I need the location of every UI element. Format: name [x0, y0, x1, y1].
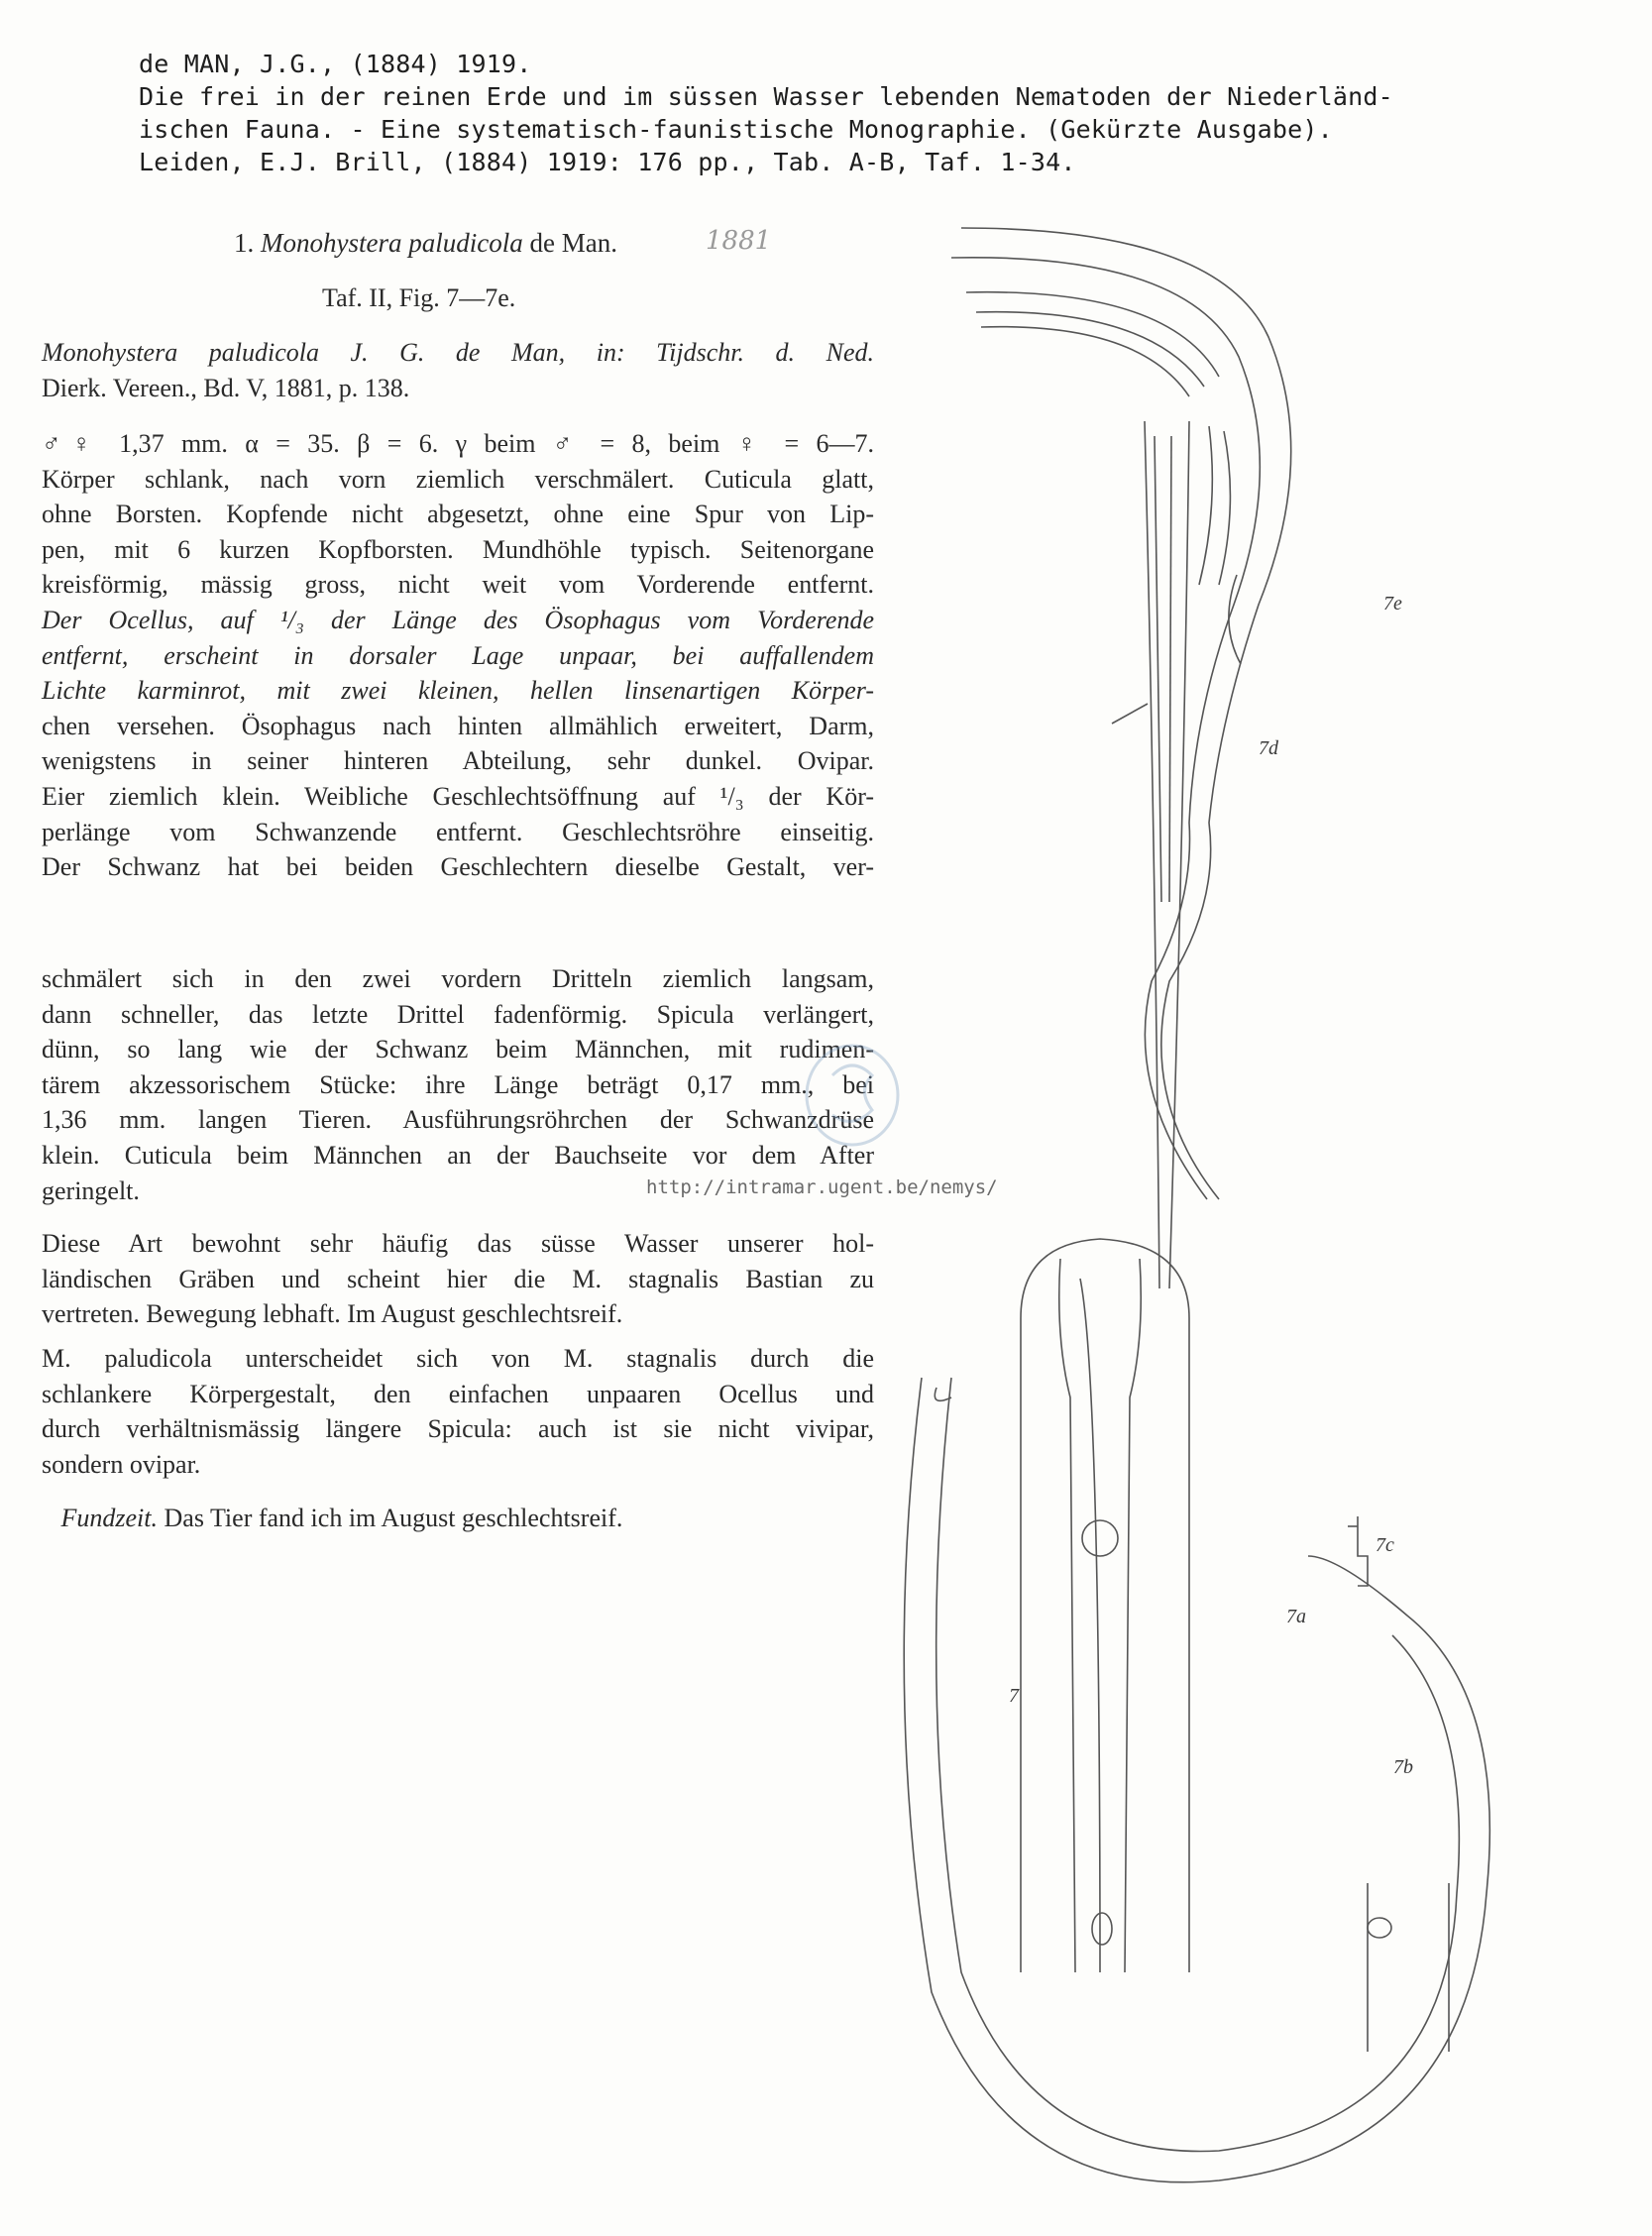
text-line: Lichte karminrot, mit zwei kleinen, hellen linsenartigen Körper-	[42, 676, 874, 706]
text-line: durch verhältnismässig längere Spicula: auch ist sie nicht vivipar,	[42, 1414, 874, 1444]
text-line: tärem akzessorischem Stücke: ihre Länge beträgt 0,17 mm., bei	[42, 1069, 874, 1099]
text-line: Dierk. Vereen., Bd. V, 1881, p. 138.	[42, 373, 410, 402]
figure-label-7e: 7e	[1383, 593, 1402, 615]
citation-line: de MAN, J.G., (1884) 1919.	[139, 50, 532, 78]
text-line: schlankere Körpergestalt, den einfachen unpaaren Ocellus und	[42, 1379, 874, 1408]
plate-reference: Taf. II, Fig. 7—7e.	[322, 283, 516, 312]
figure-7e-drawing	[951, 228, 1291, 1199]
nematode-plate-figure	[892, 208, 1625, 2210]
text-line: Monohystera paludicola J. G. de Man, in: Tijdschr. d. Ned.	[42, 338, 874, 367]
text-line: dünn, so lang wie der Schwanz beim Männchen, mit rudimen-	[42, 1035, 874, 1064]
fundzeit-paragraph	[42, 1501, 874, 1536]
figure-7-drawing	[904, 1378, 1489, 2182]
text-line: Körper schlank, nach vorn ziemlich verschmälert. Cuticula glatt,	[42, 464, 874, 494]
text-line: dann schneller, das letzte Drittel fadenförmig. Spicula verlängert,	[42, 999, 874, 1029]
species-heading	[234, 228, 617, 259]
text-line: Diese Art bewohnt sehr häufig das süsse Wasser unserer hol-	[42, 1229, 874, 1258]
description-paragraph	[42, 426, 874, 885]
text-line: pen, mit 6 kurzen Kopfborsten. Mundhöhle typisch. Seitenorgane	[42, 534, 874, 564]
text-line: chen versehen. Ösophagus nach hinten allmählich erweitert, Darm,	[42, 711, 874, 740]
text-line: M. paludicola unterscheidet sich von M. stagnalis durch die	[42, 1344, 874, 1373]
figure-label-7b: 7b	[1393, 1756, 1413, 1778]
species-name: Monohystera paludicola	[261, 228, 523, 258]
citation-line: Die frei in der reinen Erde und im süssen Wasser lebenden Nematoden der Niederländ-	[139, 82, 1393, 111]
figure-label-7: 7	[1009, 1685, 1019, 1707]
figure-7d-drawing	[1112, 421, 1189, 1288]
text-line: Eier ziemlich klein. Weibliche Geschlechtsöffnung auf ¹/₃ der Kör-	[42, 781, 874, 811]
text-line: geringelt.	[42, 1175, 140, 1205]
text-line: Der Ocellus, auf ¹/₃ der Länge des Ösophagus vom Vorderende	[42, 605, 874, 634]
text-line: perlänge vom Schwanzende entfernt. Geschlechtsröhre einseitig.	[42, 817, 874, 846]
text-line: ohne Borsten. Kopfende nicht abgesetzt, ohne eine Spur von Lip-	[42, 500, 874, 529]
text-line: kreisförmig, mässig gross, nicht weit vom Vorderende entfernt.	[42, 570, 874, 600]
citation-line: ischen Fauna. - Eine systematisch-faunistische Monographie. (Gekürzte Ausgabe).	[139, 115, 1333, 144]
comparison-paragraph	[42, 1341, 874, 1482]
watermark-url: http://intramar.ugent.be/nemys/	[646, 1176, 998, 1198]
text-line: schmälert sich in den zwei vordern Dritteln ziemlich langsam,	[42, 964, 874, 993]
text-line: vertreten. Bewegung lebhaft. Im August geschlechtsreif.	[42, 1299, 623, 1329]
text-line: Der Schwanz hat bei beiden Geschlechtern dieselbe Gestalt, ver-	[42, 852, 874, 882]
fundzeit-text: Das Tier fand ich im August geschlechtsreif.	[164, 1504, 623, 1532]
figure-label-7d: 7d	[1259, 737, 1278, 759]
text-line: wenigstens in seiner hinteren Abteilung, sehr dunkel. Ovipar.	[42, 746, 874, 776]
text-line: klein. Cuticula beim Männchen an der Bauchseite vor dem After	[42, 1140, 874, 1170]
figure-label-7c: 7c	[1376, 1534, 1394, 1556]
text-line: ♂♀ 1,37 mm. α = 35. β = 6. γ beim ♂ = 8, beim ♀ = 6—7.	[42, 429, 874, 458]
species-number: 1.	[234, 228, 255, 258]
fundzeit-label: Fundzeit.	[60, 1504, 158, 1532]
synonymy-paragraph	[42, 335, 874, 405]
figure-7b-drawing	[1368, 1883, 1449, 2052]
text-line: sondern ovipar.	[42, 1449, 201, 1479]
figure-7c-drawing	[1348, 1516, 1368, 1586]
text-line: ländischen Gräben und scheint hier die M. stagnalis Bastian zu	[42, 1264, 874, 1293]
habitat-paragraph	[42, 1226, 874, 1332]
text-line: 1,36 mm. langen Tieren. Ausführungsröhrchen der Schwanzdrüse	[42, 1105, 874, 1135]
citation-line: Leiden, E.J. Brill, (1884) 1919: 176 pp., Tab. A-B, Taf. 1-34.	[139, 148, 1076, 176]
figure-label-7a: 7a	[1286, 1606, 1306, 1627]
text-line: entfernt, erscheint in dorsaler Lage unpaar, bei auffallendem	[42, 640, 874, 670]
citation-block	[139, 48, 1546, 178]
species-author: de Man.	[529, 228, 617, 258]
figure-7a-drawing	[1021, 1239, 1189, 1972]
handwritten-year-note: 1881	[706, 226, 772, 256]
text-line	[42, 1501, 874, 1536]
